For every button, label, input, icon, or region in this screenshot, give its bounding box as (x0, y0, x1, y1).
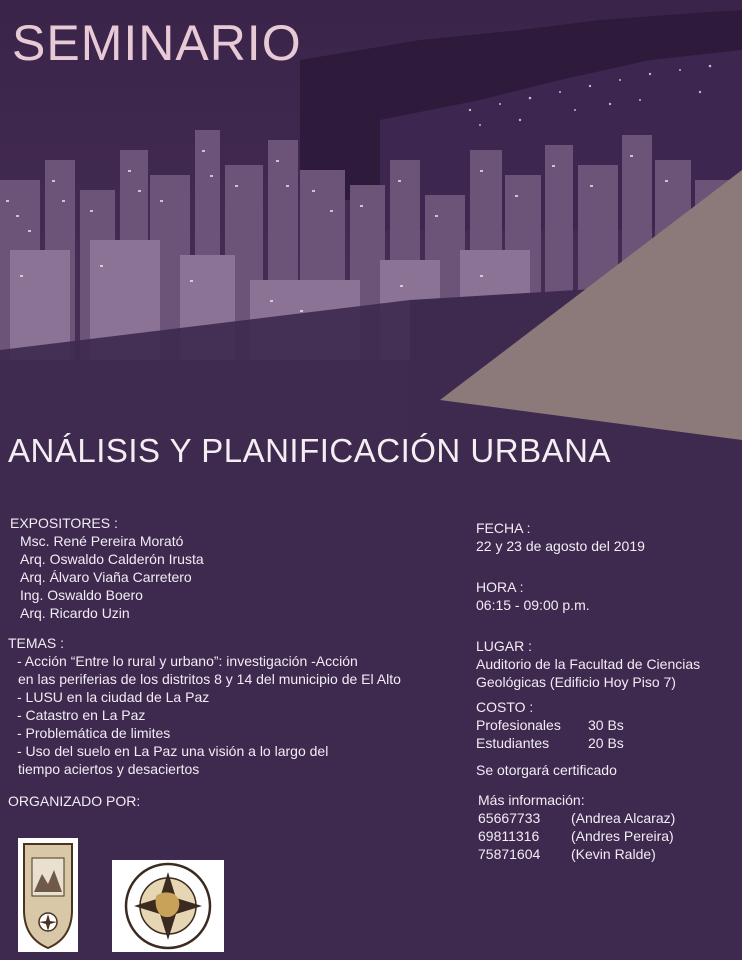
topic-line: - Acción “Entre lo rural y urbano”: investigación -Acción (17, 653, 358, 669)
certificate-note: Se otorgará certificado (476, 762, 617, 778)
venue-heading: LUGAR : (476, 638, 533, 654)
venue-line: Geológicas (Edificio Hoy Piso 7) (476, 674, 676, 690)
venue-line: Auditorio de la Facultad de Ciencias (476, 656, 701, 672)
poster-subtitle: ANÁLISIS Y PLANIFICACIÓN URBANA (8, 432, 611, 469)
topic-line: - Uso del suelo en La Paz una visión a lo largo del (17, 743, 329, 759)
date-section (476, 519, 645, 555)
umsa-shield-logo (18, 838, 78, 952)
speakers-section (10, 514, 204, 622)
topics-heading: TEMAS : (8, 635, 65, 651)
contact-row (478, 809, 675, 827)
contact-row (478, 845, 675, 863)
cost-label: Estudiantes (476, 735, 550, 751)
topic-line: - LUSU en la ciudad de La Paz (17, 689, 210, 705)
time-section (476, 578, 590, 614)
speaker-name: Arq. Ricardo Uzin (20, 605, 130, 621)
cost-row (476, 734, 624, 752)
contact-row (478, 827, 675, 845)
organizer-heading: ORGANIZADO POR: (8, 793, 141, 809)
cost-section (476, 698, 624, 752)
poster-title: SEMINARIO (12, 15, 302, 71)
speaker-name: Ing. Oswaldo Boero (20, 587, 143, 603)
contact-name: (Andrea Alcaraz) (571, 810, 676, 826)
cost-label: Profesionales (476, 717, 561, 733)
cost-heading: COSTO : (476, 699, 534, 715)
ingenieria-geografica-logo (112, 860, 224, 952)
topic-line: - Catastro en La Paz (17, 707, 146, 723)
contact-phone: 65667733 (478, 810, 541, 826)
contact-heading: Más información: (478, 792, 585, 808)
contact-phone: 75871604 (478, 846, 541, 862)
contact-name: (Kevin Ralde) (571, 846, 656, 862)
cost-price: 20 Bs (588, 735, 624, 751)
speaker-name: Msc. René Pereira Morató (20, 533, 184, 549)
cost-price: 30 Bs (588, 717, 624, 733)
time-value: 06:15 - 09:00 p.m. (476, 597, 590, 613)
contact-name: (Andres Pereira) (571, 828, 674, 844)
topic-line: en las periferias de los distritos 8 y 14 del municipio de El Alto (18, 671, 401, 687)
time-heading: HORA : (476, 579, 524, 595)
cost-row (476, 716, 624, 734)
topic-line: tiempo aciertos y desaciertos (18, 761, 200, 777)
venue-section (476, 637, 700, 691)
speaker-name: Arq. Álvaro Viaña Carretero (20, 569, 192, 585)
speaker-name: Arq. Oswaldo Calderón Irusta (20, 551, 204, 567)
topic-line: - Problemática de limites (17, 725, 171, 741)
contact-phone: 69811316 (478, 828, 540, 844)
speakers-heading: EXPOSITORES : (10, 515, 118, 531)
date-heading: FECHA : (476, 520, 531, 536)
contact-section (478, 791, 675, 863)
date-value: 22 y 23 de agosto del 2019 (476, 538, 645, 554)
topics-section (8, 634, 401, 778)
